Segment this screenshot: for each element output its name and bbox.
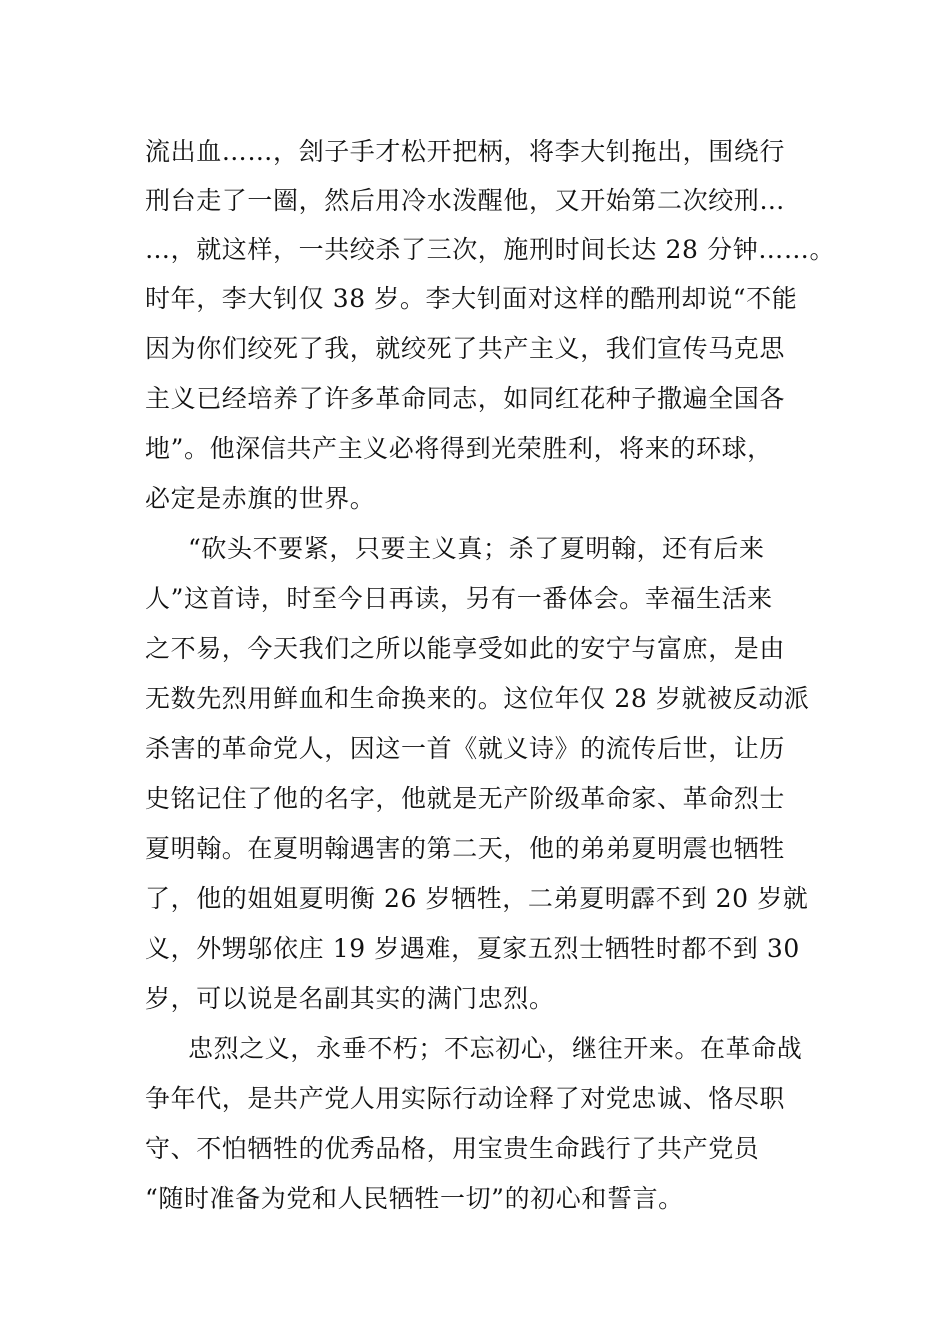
text-line: 史铭记住了他的名字，他就是无产阶级革命家、革命烈士 — [145, 784, 786, 813]
text-line: 时年，李大钊仅 38 岁。李大钊面对这样的酷刑却说“不能 — [145, 284, 798, 313]
text-line: 忠烈之义，永垂不朽；不忘初心，继往开来。在革命战 — [188, 1034, 803, 1063]
text-line: 刑台走了一圈，然后用冷水泼醒他，又开始第二次绞刑… — [145, 186, 786, 215]
text-line: 了，他的姐姐夏明衡 26 岁牺牲，二弟夏明霹不到 20 岁就 — [145, 884, 809, 913]
text-line: “砍头不要紧，只要主义真；杀了夏明翰，还有后来 — [188, 534, 765, 563]
text-line: 守、不怕牺牲的优秀品格，用宝贵生命践行了共产党员 — [145, 1134, 760, 1163]
text-line: 义，外甥邬依庄 19 岁遇难，夏家五烈士牺牲时都不到 30 — [145, 934, 800, 963]
text-line: 主义已经培养了许多革命同志，如同红花种子撒遍全国各 — [145, 384, 786, 413]
text-line: …，就这样，一共绞杀了三次，施刑时间长达 28 分钟……。 — [145, 235, 836, 264]
text-line: 杀害的革命党人，因这一首《就义诗》的流传后世，让历 — [145, 734, 786, 763]
text-line: 争年代，是共产党人用实际行动诠释了对党忠诚、恪尽职 — [145, 1084, 786, 1113]
text-line: 流出血……，刽子手才松开把柄，将李大钊拖出，围绕行 — [145, 137, 786, 166]
text-line: 地”。他深信共产主义必将得到光荣胜利，将来的环球， — [145, 434, 773, 463]
text-line: 因为你们绞死了我，就绞死了共产主义，我们宣传马克思 — [145, 334, 786, 363]
text-line: 必定是赤旗的世界。 — [145, 484, 376, 513]
text-line: “随时准备为党和人民牺牲一切”的初心和誓言。 — [145, 1184, 684, 1213]
text-line: 无数先烈用鲜血和生命换来的。这位年仅 28 岁就被反动派 — [145, 684, 810, 713]
text-line: 之不易，今天我们之所以能享受如此的安宁与富庶，是由 — [145, 634, 786, 663]
text-line: 人”这首诗，时至今日再读，另有一番体会。幸福生活来 — [145, 584, 773, 613]
text-line: 夏明翰。在夏明翰遇害的第二天，他的弟弟夏明震也牺牲 — [145, 834, 786, 863]
text-line: 岁，可以说是名副其实的满门忠烈。 — [145, 984, 555, 1013]
